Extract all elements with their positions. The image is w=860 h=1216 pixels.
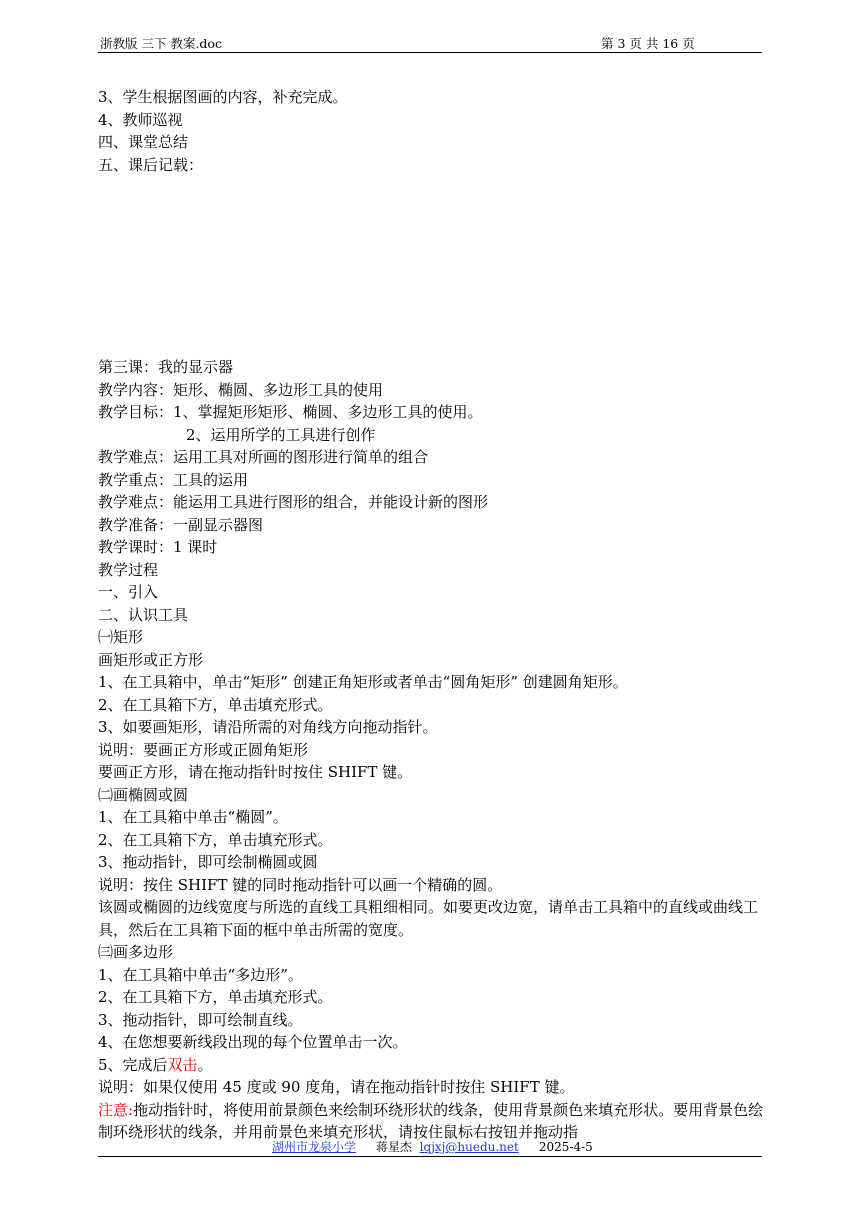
text-line: 说明：按住 SHIFT 键的同时拖动指针可以画一个精确的圆。	[98, 875, 503, 894]
text-line: 教学内容：矩形、椭圆、多边形工具的使用	[98, 380, 384, 399]
text-line	[98, 1054, 766, 1077]
attention-label: 注意:	[98, 1100, 134, 1119]
text-segment: 。	[197, 1055, 213, 1074]
text-line: 说明：要画正方形或正圆角矩形	[98, 740, 309, 759]
text-line: 教学课时：1 课时	[98, 538, 218, 556]
text-line: 3、拖动指针，即可绘制椭圆或圆	[98, 853, 318, 871]
text-line: 3、学生根据图画的内容，补充完成。	[98, 88, 348, 106]
text-line: 3、拖动指针，即可绘制直线。	[98, 1010, 303, 1029]
footer-school-link[interactable]: 湖州市龙泉小学	[272, 1140, 357, 1154]
footer-email-link[interactable]: lqjxj@huedu.net	[419, 1140, 519, 1154]
subsection-heading: ㈢画多边形	[98, 943, 174, 961]
text-line: 教学准备：一副显示器图	[98, 515, 264, 534]
text-line: 教学难点：运用工具对所画的图形进行简单的组合	[98, 448, 429, 466]
text-segment: 5、完成后	[98, 1055, 168, 1074]
text-line: 2、运用所学的工具进行创作	[186, 425, 376, 444]
header-doc-title: 浙教版 三下 教案.doc	[100, 36, 222, 51]
header-page-number: 第 3 页 共 16 页	[601, 36, 695, 51]
text-line: 2、在工具箱下方，单击填充形式。	[98, 830, 333, 849]
text-line: 要画正方形，请在拖动指针时按住 SHIFT 键。	[98, 763, 413, 781]
subsection-heading: ㈠矩形	[98, 628, 144, 646]
section-heading: 五、课后记载：	[98, 155, 204, 174]
document-body	[98, 86, 766, 1144]
blank-space	[98, 176, 766, 356]
highlighted-text: 双击	[167, 1055, 198, 1074]
footer-author: 蒋星杰	[376, 1140, 413, 1154]
attention-text: 拖动指针时，将使用前景颜色来绘制环绕形状的线条，使用背景颜色来填充形状。要用背景色绘制环绕形状的线条，并用前景色来填充形状，请按住鼠标右按钮并拖动指	[98, 1100, 764, 1141]
text-line: 教学重点：工具的运用	[98, 470, 249, 489]
text-line: 2、在工具箱下方，单击填充形式。	[98, 988, 333, 1006]
paragraph: 该圆或椭圆的边线宽度与所选的直线工具粗细相同。如要更改边宽，请单击工具箱中的直线或曲线工具，然后在工具箱下面的框中单击所需的宽度。	[98, 898, 759, 939]
text-line: 1、在工具箱中，单击“矩形” 创建正角矩形或者单击“圆角矩形” 创建圆角矩形。	[98, 673, 628, 691]
footer-date: 2025-4-5	[538, 1140, 593, 1154]
text-line: 2、在工具箱下方，单击填充形式。	[98, 695, 333, 714]
subsection-heading: ㈡画椭圆或圆	[98, 785, 189, 804]
text-line: 3、如要画矩形，请沿所需的对角线方向拖动指针。	[98, 718, 438, 736]
section-heading: 一、引入	[98, 583, 159, 601]
text-line: 画矩形或正方形	[98, 650, 204, 669]
text-line: 1、在工具箱中单击“多边形”。	[98, 965, 303, 984]
page-header	[98, 30, 762, 53]
text-line: 4、教师巡视	[98, 110, 183, 129]
text-line: 教学过程	[98, 560, 159, 579]
text-line: 教学难点：能运用工具进行图形的组合，并能设计新的图形	[98, 493, 489, 511]
text-line: 4、在您想要新线段出现的每个位置单击一次。	[98, 1033, 408, 1051]
section-heading: 二、认识工具	[98, 605, 189, 624]
lesson-title: 第三课：我的显示器	[98, 358, 234, 376]
section-heading: 四、课堂总结	[98, 133, 189, 151]
text-line: 说明：如果仅使用 45 度或 90 度角，请在拖动指针时按住 SHIFT 键。	[98, 1078, 575, 1096]
page-footer	[98, 1134, 762, 1157]
text-line: 1、在工具箱中单击“椭圆”。	[98, 808, 288, 826]
text-line: 教学目标：1、掌握矩形矩形、椭圆、多边形工具的使用。	[98, 403, 483, 421]
